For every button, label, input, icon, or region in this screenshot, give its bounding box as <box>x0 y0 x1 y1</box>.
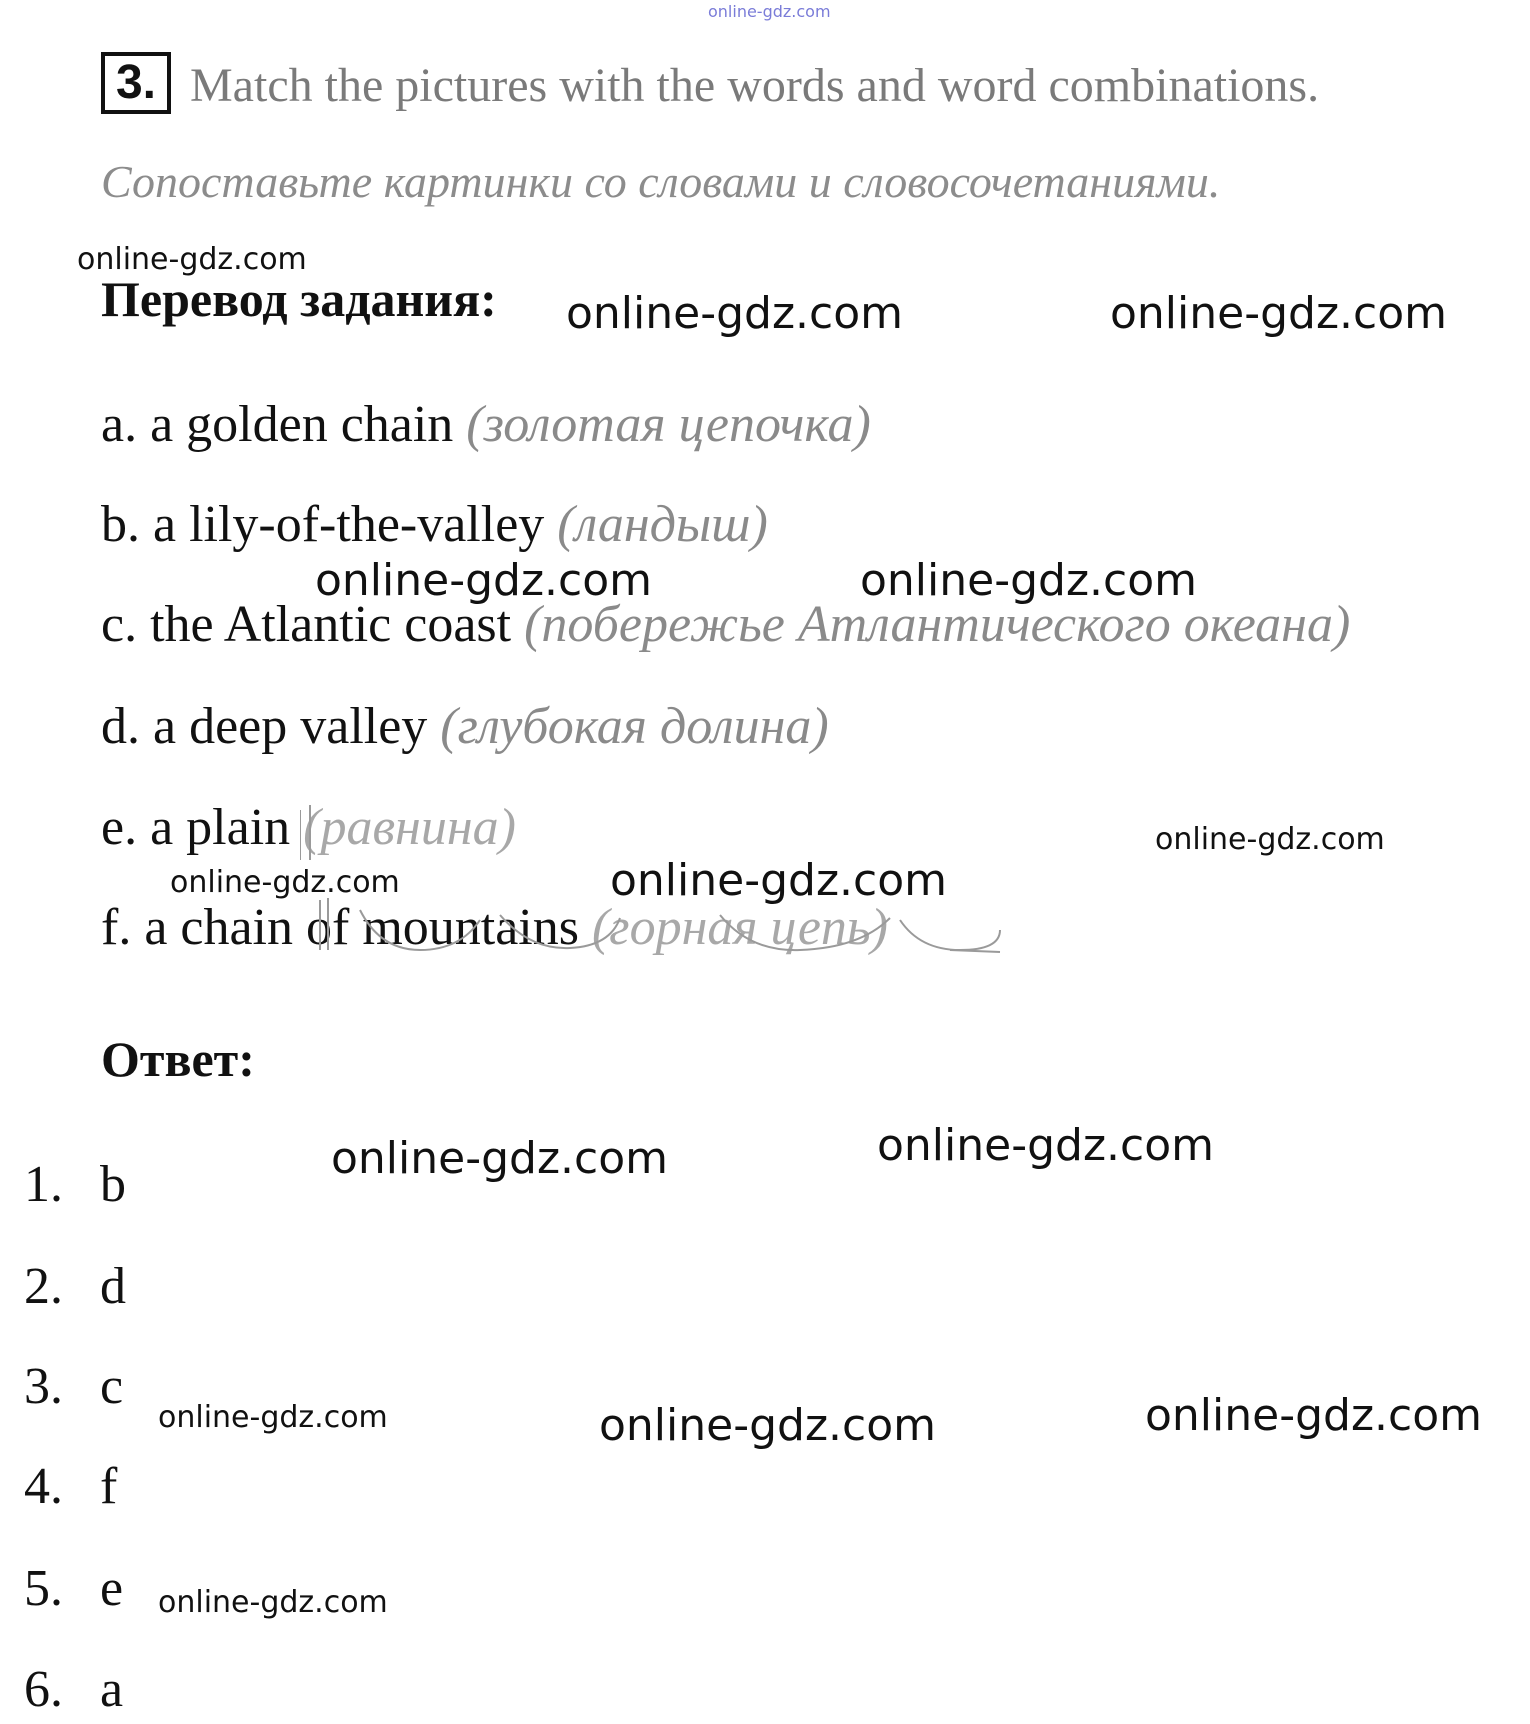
item-translation: (глубокая долина) <box>440 698 829 755</box>
answer-letter: c <box>100 1358 124 1415</box>
watermark: online-gdz.com <box>708 2 831 21</box>
answer-heading: Ответ: <box>101 1031 255 1087</box>
answer-row <box>24 1357 123 1416</box>
watermark: online-gdz.com <box>331 1133 669 1184</box>
translation-heading: Перевод задания: <box>101 271 497 327</box>
watermark: online-gdz.com <box>1145 1390 1483 1441</box>
item-translation: (золотая цепочка) <box>466 396 871 453</box>
answer-row <box>24 1257 126 1316</box>
answer-letter: a <box>100 1661 124 1718</box>
exercise-number: 3. <box>101 52 171 114</box>
watermark: online-gdz.com <box>877 1120 1215 1171</box>
item-translation: (ландыш) <box>557 496 768 553</box>
answer-number: 3. <box>24 1358 63 1415</box>
watermark: online-gdz.com <box>1110 288 1448 339</box>
item-english: a. a golden chain <box>101 396 454 453</box>
answer-letter: b <box>100 1156 126 1213</box>
item-english: e. a plain <box>101 799 291 856</box>
answer-row <box>24 1457 117 1516</box>
item-english: d. a deep valley <box>101 698 428 755</box>
answer-row <box>24 1559 123 1618</box>
item-translation: (горная цепь) <box>591 899 888 956</box>
list-item-d <box>101 697 829 756</box>
list-item-b <box>101 495 768 554</box>
exercise-title: Match the pictures with the words and word combinations. <box>190 59 1320 112</box>
item-english: f. a chain of mountains <box>101 899 579 956</box>
watermark: online-gdz.com <box>566 288 904 339</box>
watermark: online-gdz.com <box>158 1585 388 1620</box>
item-translation: (равнина) <box>303 799 516 856</box>
item-english: b. a lily-of-the-valley <box>101 496 545 553</box>
watermark: online-gdz.com <box>610 855 948 906</box>
answer-number: 5. <box>24 1560 63 1617</box>
answer-letter: d <box>100 1258 126 1315</box>
answer-letter: f <box>100 1458 118 1515</box>
answer-number: 4. <box>24 1458 63 1515</box>
answer-number: 2. <box>24 1258 63 1315</box>
watermark: online-gdz.com <box>599 1400 937 1451</box>
answer-number: 6. <box>24 1661 63 1718</box>
item-english: c. the Atlantic coast <box>101 596 512 653</box>
answer-row <box>24 1155 126 1214</box>
answer-row <box>24 1660 123 1719</box>
answer-number: 1. <box>24 1156 63 1213</box>
watermark: online-gdz.com <box>860 555 1198 606</box>
watermark: online-gdz.com <box>158 1400 388 1435</box>
watermark: online-gdz.com <box>1155 822 1385 857</box>
list-item-a <box>101 395 871 454</box>
watermark: online-gdz.com <box>315 555 653 606</box>
answer-letter: e <box>100 1560 124 1617</box>
watermark: online-gdz.com <box>170 865 400 900</box>
exercise-subtitle: Сопоставьте картинки со словами и словосочетаниями. <box>101 156 1221 207</box>
watermark: online-gdz.com <box>77 242 307 277</box>
item-translation: (побережье Атлантического океана) <box>524 596 1351 653</box>
